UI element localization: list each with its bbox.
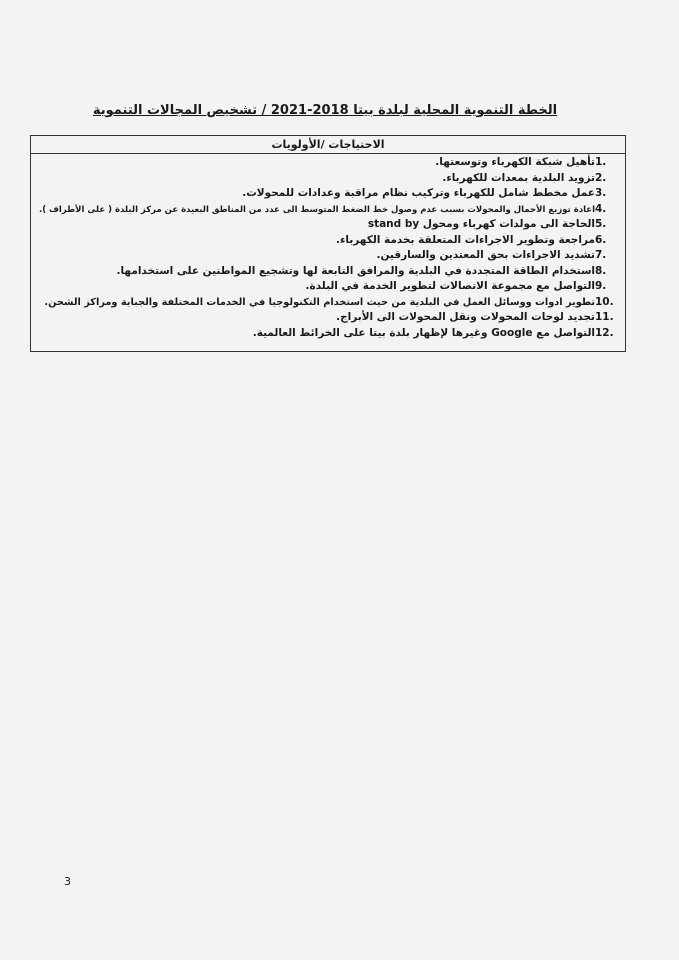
item-text: تطوير ادوات ووسائل العمل في البلدية من حيث استخدام التكنولوجيا في الخدمات المختلفة والجباية ومراكز الشحن.: [44, 296, 595, 308]
item-text: تأهيل شبكة الكهرباء وتوسعتها.: [435, 156, 595, 168]
item-number: 9.: [595, 280, 607, 292]
table-header: الاحتياجات /الأولويات: [31, 136, 625, 154]
list-item: [33, 295, 623, 311]
needs-table: [30, 135, 626, 352]
item-number: 5.: [595, 218, 607, 230]
list-item: [33, 186, 623, 202]
item-number: 4.: [595, 202, 607, 215]
item-number: 10.: [595, 295, 614, 308]
item-text: تجديد لوحات المحولات ونقل المحولات الى الأبراج.: [336, 311, 595, 323]
item-number: 12.: [595, 326, 614, 339]
list-item: [33, 310, 623, 326]
list-item: [33, 248, 623, 264]
item-text: اعادة توزيع الأحمال والمحولات بسبب عدم وصول خط الضغط المتوسط الى عدد من المناطق البعيدة عن مركز البلدة ( على الأطراف ).: [38, 204, 595, 215]
item-number: 1.: [595, 156, 607, 168]
item-text: التواصل مع مجموعة الاتصالات لتطوير الخدمة في البلدة.: [305, 280, 595, 292]
item-text: التواصل مع Google وغيرها لإظهار بلدة بيتا على الخرائط العالمية.: [252, 326, 595, 339]
item-number: 2.: [595, 171, 607, 184]
document-title: الخطة التنموية المحلية لبلدة بيتا 2018-2021 / تشخيص المجالات التنموية: [92, 103, 558, 118]
list-item: [33, 233, 623, 249]
list-item: [33, 279, 623, 295]
list-item: [33, 326, 623, 342]
list-item: [33, 264, 623, 280]
item-number: 8.: [595, 264, 607, 277]
item-text: تزويد البلدية بمعدات للكهرباء.: [442, 171, 595, 184]
item-text: تشديد الاجراءات بحق المعتدين والسارقين.: [376, 249, 595, 261]
item-text: مراجعة وتطوير الاجراءات المتعلقة بخدمة الكهرباء.: [336, 233, 595, 246]
item-number: 7.: [595, 249, 607, 261]
item-number: 6.: [595, 233, 607, 246]
list-item: [33, 217, 623, 233]
priorities-list: [33, 155, 623, 341]
list-item: [33, 155, 623, 171]
item-text: استخدام الطاقة المتجددة في البلدية والمرافق التابعة لها وتشجيع المواطنين على استخدامها.: [116, 264, 595, 277]
page-number: 3: [64, 875, 71, 888]
item-text: عمل مخطط شامل للكهرباء وتركيب نظام مراقبة وعدادات للمحولات.: [242, 187, 595, 199]
item-number: 11.: [595, 311, 614, 323]
item-number: 3.: [595, 187, 607, 199]
list-item: [33, 171, 623, 187]
item-text: الحاجة الى مولدات كهرباء ومحول stand by: [367, 218, 595, 230]
list-item: [33, 202, 623, 218]
